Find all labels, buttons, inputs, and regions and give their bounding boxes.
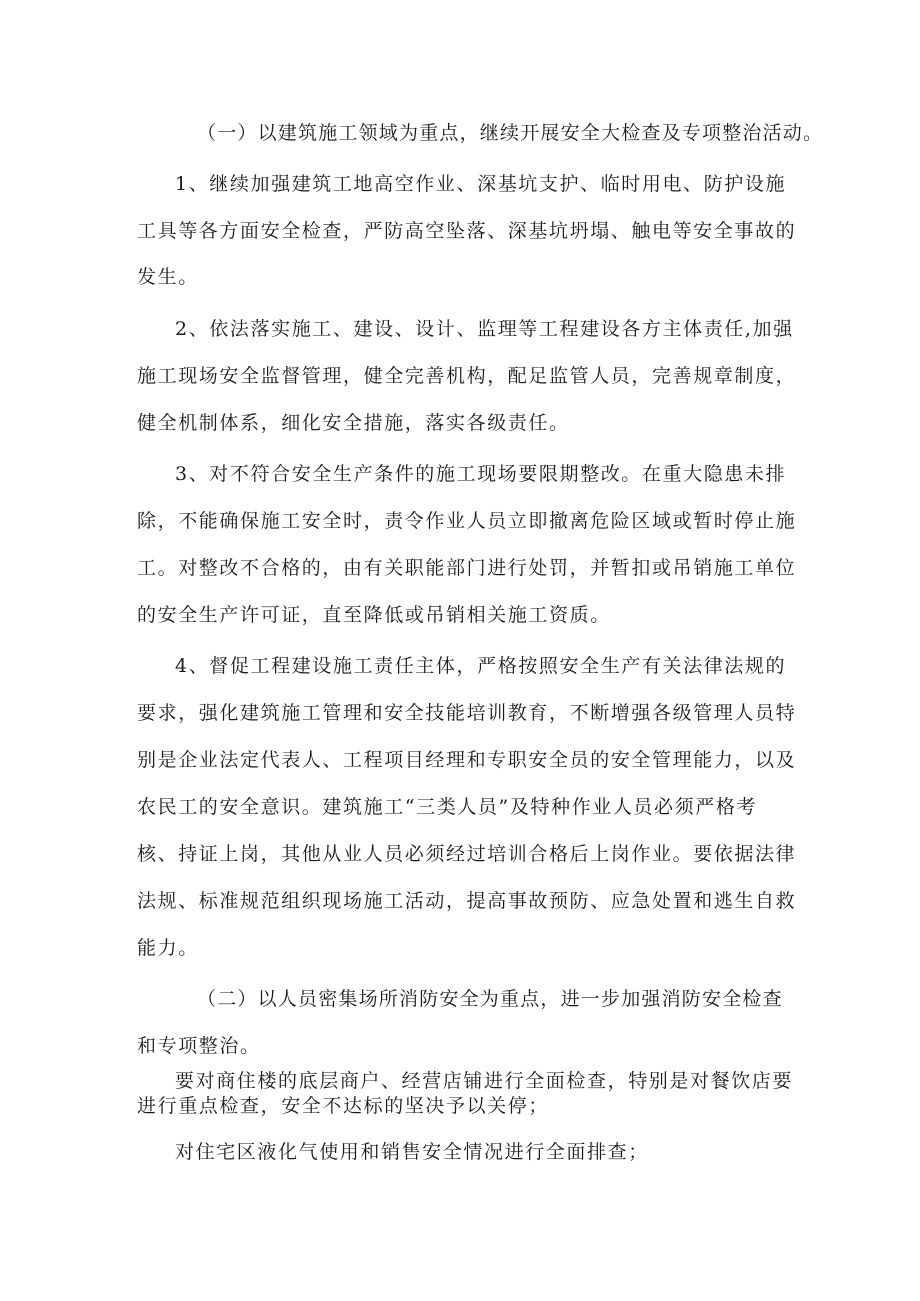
item-4-line-4: 农民工的安全意识。建筑施工“三类人员”及特种作业人员必须严格考 bbox=[137, 796, 758, 818]
item-3-line-4: 的安全生产许可证，直至降低或吊销相关施工资质。 bbox=[137, 604, 611, 626]
item-1-line-2: 工具等各方面安全检查，严防高空坠落、深基坑坍塌、触电等安全事故的 bbox=[137, 220, 797, 242]
section-2-para-1-line-2: 进行重点检查，安全不达标的坚决予以关停； bbox=[137, 1095, 550, 1117]
item-2-line-2: 施工现场安全监督管理，健全完善机构，配足监管人员，完善规章制度， bbox=[137, 365, 797, 387]
item-4-line-7: 能力。 bbox=[137, 937, 199, 959]
section-2-heading-line-1: （二）以人员密集场所消防安全为重点，进一步加强消防安全检查 bbox=[197, 988, 783, 1010]
section-1-heading: （一）以建筑施工领域为重点，继续开展安全大检查及专项整治活动。 bbox=[197, 122, 824, 144]
item-1-line-3: 发生。 bbox=[137, 266, 199, 288]
item-2-line-1: 2、依法落实施工、建设、设计、监理等工程建设各方主体责任,加强 bbox=[175, 318, 794, 340]
item-4-line-5: 核、持证上岗，其他从业人员必须经过培训合格后上岗作业。要依据法律 bbox=[137, 843, 797, 865]
item-4-line-6: 法规、标准规范组织现场施工活动，提高事故预防、应急处置和逃生自救 bbox=[137, 890, 797, 912]
item-3-line-1: 3、对不符合安全生产条件的施工现场要限期整改。在重大隐患未排 bbox=[175, 463, 787, 485]
item-4-line-3: 别是企业法定代表人、工程项目经理和专职安全员的安全管理能力，以及 bbox=[137, 749, 797, 771]
item-1-line-1: 1、继续加强建筑工地高空作业、深基坑支护、临时用电、防护设施 bbox=[175, 173, 787, 195]
item-2-line-3: 健全机制体系，细化安全措施，落实各级责任。 bbox=[137, 412, 570, 434]
item-4-line-2: 要求，强化建筑施工管理和安全技能培训教育，不断增强各级管理人员特 bbox=[137, 702, 797, 724]
section-2-para-1-line-1: 要对商住楼的底层商户、经营店铺进行全面检查，特别是对餐饮店要 bbox=[175, 1070, 794, 1092]
item-3-line-2: 除，不能确保施工安全时，责令作业人员立即撤离危险区域或暂时停止施 bbox=[137, 510, 797, 532]
item-4-line-1: 4、督促工程建设施工责任主体，严格按照安全生产有关法律法规的 bbox=[175, 655, 787, 677]
section-2-heading-line-2: 和专项整治。 bbox=[137, 1035, 261, 1057]
section-2-para-2: 对住宅区液化气使用和销售安全情况进行全面排查； bbox=[175, 1141, 649, 1163]
item-3-line-3: 工。对整改不合格的，由有关职能部门进行处罚，并暂扣或吊销施工单位 bbox=[137, 557, 797, 579]
